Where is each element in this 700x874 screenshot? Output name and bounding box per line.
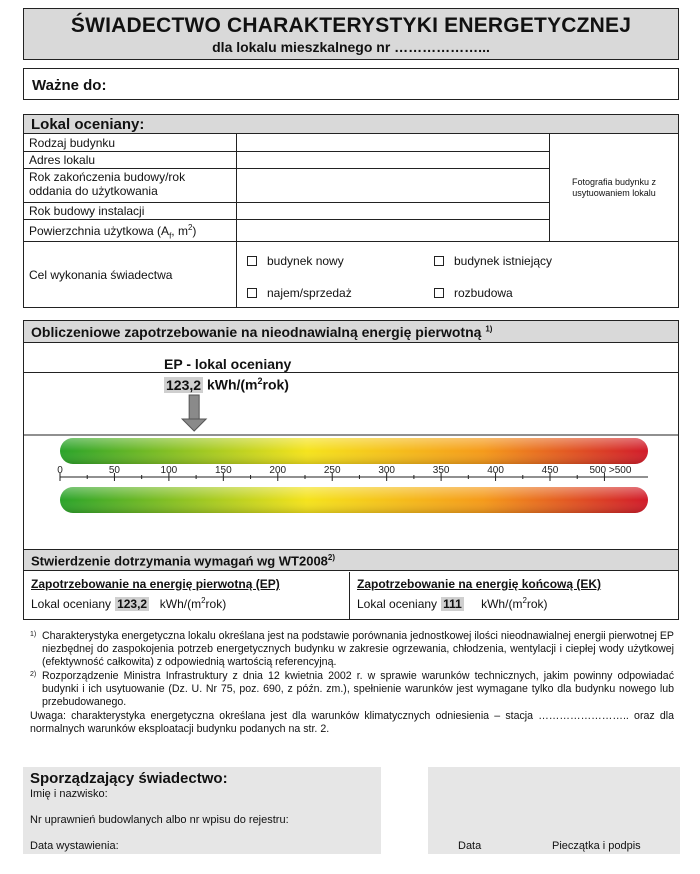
floor-area-input[interactable] — [237, 219, 549, 241]
document-title-box — [23, 8, 679, 60]
scale-tick-label: 150 — [214, 465, 232, 476]
signature-date-label: Data — [458, 840, 482, 852]
checkbox-new-building[interactable]: budynek nowy — [247, 254, 344, 268]
energy-demand-section — [23, 320, 679, 620]
preparer-name-label: Imię i nazwisko: — [30, 788, 108, 800]
checkbox-extension[interactable]: rozbudowa — [434, 286, 513, 300]
primary-energy-title: Zapotrzebowanie na energię pierwotną (EP) — [31, 577, 280, 591]
final-energy-column — [357, 577, 601, 611]
primary-energy-value: 123,2 — [117, 597, 148, 611]
footnote-2: 2) Rozporządzenie Ministra Infrastruktury z dnia 12 kwietnia 2002 r. w sprawie warunków technicznych, jakim powinny odpowiadać budynki i ich usytuowanie (Dz. U. Nr 75, poz. 690, z późn. zm.), spełnienie warunków jest wymagane tylko dla budynku nowego lub przebudowanego. — [30, 670, 674, 708]
preparer-heading: Sporządzający świadectwo: — [30, 770, 228, 787]
checkbox-icon — [247, 288, 257, 298]
final-energy-title: Zapotrzebowanie na energię końcową (EK) — [357, 577, 602, 591]
final-energy-value: 111 — [443, 597, 462, 611]
stamp-signature-label: Pieczątka i podpis — [552, 840, 641, 852]
scale-tick-label: 300 — [378, 465, 396, 476]
row-label-floor-area: Powierzchnia użytkowa ($A_f$, $m^2$) — [29, 223, 197, 241]
preparer-license-label: Nr uprawnień budowlanych albo nr wpisu do rejestru: — [30, 814, 289, 826]
ep-value: 123,2 — [166, 376, 202, 393]
signature-section — [428, 767, 680, 854]
checkbox-icon — [247, 256, 257, 266]
footnote-1: 1) Charakterystyka energetyczna lokalu określana jest na podstawie porównania jednostkowej ilości nieodnawialnej energii pierwotnej EP niezbędnej do zaspokojenia potrzeb energetycznych budynku w zakresie ogrzewania, chłodzenia, wentylacji i ciepłej wody użytkowej (efektywność całkowita) z odpowiednią wartością referencyjną. — [30, 630, 674, 668]
checkbox-rent-sale[interactable]: najem/sprzedaż — [247, 286, 352, 300]
installation-year-input[interactable] — [237, 202, 549, 219]
purpose-label: Cel wykonania świadectwa — [29, 268, 173, 282]
valid-until-label: Ważne do: — [32, 77, 107, 94]
building-type-input[interactable] — [237, 134, 549, 151]
assessed-unit-heading: Lokal oceniany: — [24, 115, 678, 134]
scale-tick-label: 250 — [323, 465, 341, 476]
checkbox-icon — [434, 288, 444, 298]
address-input[interactable] — [237, 151, 549, 168]
scale-tick-label: 50 — [108, 465, 121, 476]
primary-energy-column — [31, 577, 280, 611]
checkbox-existing-building[interactable]: budynek istniejący — [434, 254, 552, 268]
preparer-section — [23, 767, 381, 854]
scale-tick-label: 450 — [541, 465, 559, 476]
scale-tick-label: 400 — [487, 465, 504, 476]
valid-until-field[interactable] — [23, 68, 679, 100]
energy-demand-heading: Obliczeniowe zapotrzebowanie na nieodnawialną energię pierwotną $^{1)}$ — [24, 321, 678, 343]
scale-tick-label: 350 — [432, 465, 450, 476]
energy-scale-chart — [24, 391, 678, 549]
row-label-building-type: Rodzaj budynku — [29, 136, 116, 150]
final-energy-value-row: Lokal oceniany 111 kWh/$(m^2rok)$ — [357, 596, 548, 611]
requirements-heading: Stwierdzenie dotrzymania wymagań wg WT2008$^{2)}$ — [24, 549, 678, 571]
ep-indicator-label: EP - lokal oceniany 123,2 kWh/$(m^2rok)$ — [164, 356, 292, 393]
checkbox-icon — [434, 256, 444, 266]
row-label-construction-year: Rok zakończenia budowy/rok oddania do użytkowania — [29, 170, 186, 198]
row-label-address: Adres lokalu — [29, 153, 96, 167]
primary-energy-value-row: Lokal oceniany 123,2 kWh/$(m^2rok)$ — [31, 596, 227, 611]
scale-tick-label: 200 — [269, 465, 287, 476]
ep-marker-arrow — [182, 395, 206, 431]
issue-date-label: Data wystawienia: — [30, 840, 119, 852]
footnotes — [30, 630, 674, 736]
scale-tick-label: 0 — [57, 465, 63, 476]
scale-tick-label: 500 >500 — [589, 465, 632, 476]
document-title: ŚWIADECTWO CHARAKTERYSTYKI ENERGETYCZNEJ — [70, 14, 632, 37]
assessed-unit-section — [23, 114, 679, 308]
footnote-remark: Uwaga: charakterystyka energetyczna określana jest dla warunków klimatycznych odniesienia – stacja …………………….. oraz dla normalnych warunków eksploatacji budynku podanych na str. 2. — [30, 710, 674, 735]
scale-tick-label: 100 — [160, 465, 178, 476]
document-subtitle: dla lokalu mieszkalnego nr ………………... — [212, 39, 490, 55]
row-label-installation-year: Rok budowy instalacji — [29, 204, 145, 218]
construction-year-input[interactable] — [237, 168, 549, 202]
building-photo-placeholder: Fotografia budynku z usytuowaniem lokalu — [571, 177, 657, 198]
